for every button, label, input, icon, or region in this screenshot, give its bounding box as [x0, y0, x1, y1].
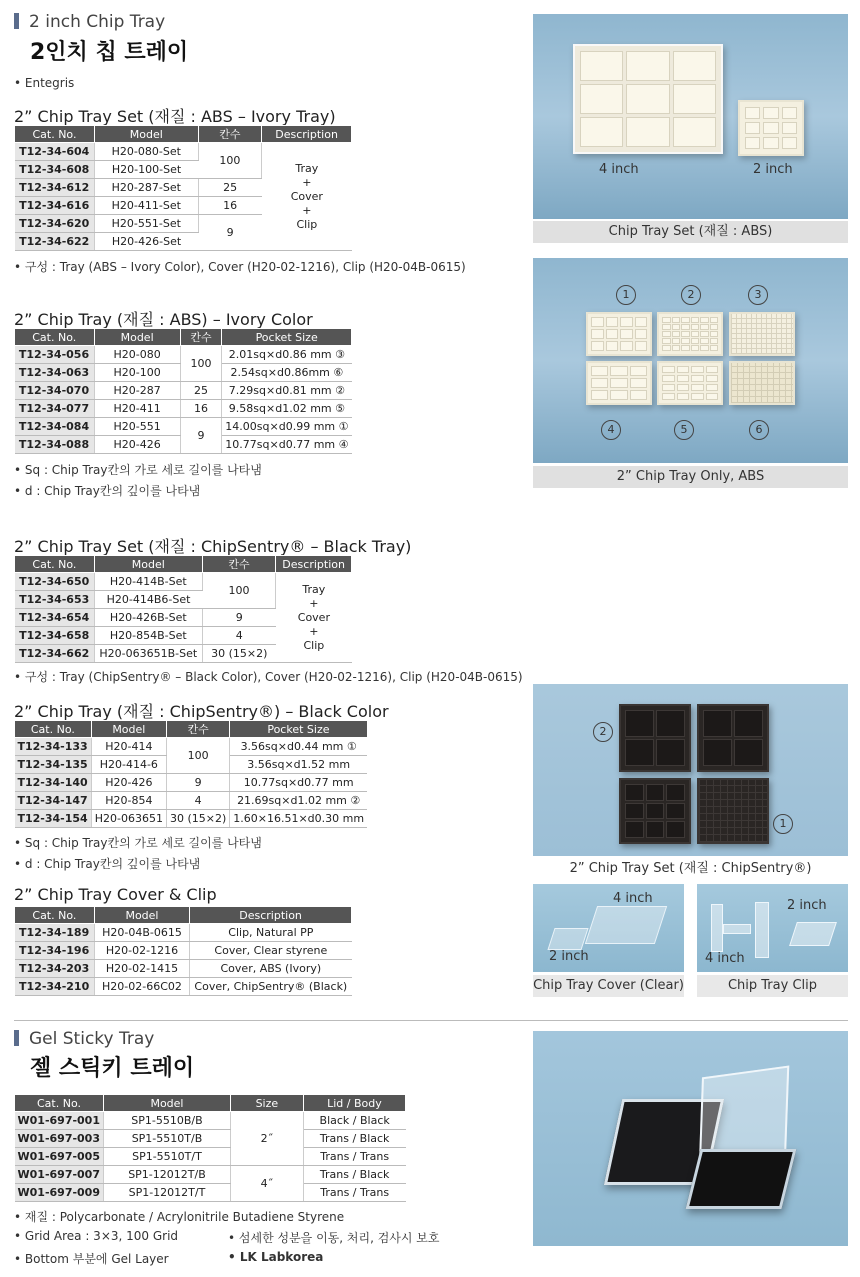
photo-abs-trays [533, 258, 848, 463]
label-2inch: 2 inch [549, 949, 589, 964]
model: H20-411-Set [94, 197, 198, 215]
pocket-size: 9.58sq×d1.02 mm ⑤ [222, 400, 352, 418]
model: H20-063651 [91, 810, 166, 828]
cat-no: T12-34-154 [15, 810, 92, 828]
clip-2inch [789, 922, 837, 946]
cat-no: T12-34-088 [15, 436, 95, 454]
sec3-title: 2” Chip Tray Set (재질 : ChipSentry® – Black Tray) [14, 537, 412, 556]
cat-no: T12-34-070 [15, 382, 95, 400]
black-tray [619, 704, 691, 772]
description: Tray + Cover + Clip [276, 573, 352, 663]
cat-no: T12-34-654 [15, 609, 95, 627]
pocket-count: 9 [166, 774, 229, 792]
pocket-size: 10.77sq×d0.77 mm ④ [222, 436, 352, 454]
table-header: Model [94, 329, 180, 346]
sec5-title: 2” Chip Tray Cover & Clip [14, 885, 217, 904]
table-header: Description [190, 907, 352, 924]
table-header: Model [94, 556, 202, 573]
gel-note-material: • 재질 : Polycarbonate / Acrylonitrile Butadiene Styrene [14, 1210, 345, 1224]
cat-no: T12-34-650 [15, 573, 95, 591]
pocket-count: 100 [180, 346, 222, 382]
size: 4˝ [230, 1166, 303, 1202]
label-4inch: 4 inch [705, 951, 745, 966]
photo-caption: 2” Chip Tray Set (재질 : ChipSentry®) [533, 858, 848, 880]
cat-no: W01-697-001 [15, 1112, 104, 1130]
section-divider [14, 1020, 848, 1021]
cat-no: T12-34-203 [15, 960, 95, 978]
cat-no: T12-34-084 [15, 418, 95, 436]
gel-table [14, 1094, 406, 1202]
pocket-size: 7.29sq×d0.81 mm ② [222, 382, 352, 400]
lid-body: Trans / Trans [303, 1184, 405, 1202]
table-header: Size [230, 1095, 303, 1112]
model: H20-414B-Set [94, 573, 202, 591]
model: H20-411 [94, 400, 180, 418]
black-tray [619, 778, 691, 844]
pocket-size: 14.00sq×d0.99 mm ① [222, 418, 352, 436]
sec2-title: 2” Chip Tray (재질 : ABS) – Ivory Color [14, 310, 313, 329]
sec2-note-sq: • Sq : Chip Tray칸의 가로 세로 길이를 나타냄 [14, 463, 262, 477]
table-header: Description [276, 556, 352, 573]
clip-arm [755, 902, 769, 958]
tray [657, 361, 723, 405]
number-badge: 5 [674, 420, 694, 440]
table-header: Model [91, 721, 166, 738]
table-header: Pocket Size [222, 329, 352, 346]
number-badge: 4 [601, 420, 621, 440]
model: H20-04B-0615 [94, 924, 189, 942]
tray [586, 361, 652, 405]
cat-no: T12-34-622 [15, 233, 95, 251]
pocket-size: 3.56sq×d0.44 mm ① [230, 738, 367, 756]
sec1-note: • 구성 : Tray (ABS – Ivory Color), Cover (H20-02-1216), Clip (H20-04B-0615) [14, 260, 466, 274]
table-header: 칸수 [202, 556, 276, 573]
cat-no: T12-34-608 [15, 161, 95, 179]
table-header: Lid / Body [303, 1095, 405, 1112]
model: H20-426 [91, 774, 166, 792]
black-tray [697, 704, 769, 772]
model: H20-080 [94, 346, 180, 364]
table-header: Pocket Size [230, 721, 367, 738]
pocket-count: 16 [180, 400, 222, 418]
pocket-count: 25 [180, 382, 222, 400]
model: H20-287 [94, 382, 180, 400]
pocket-size: 10.77sq×d0.77 mm [230, 774, 367, 792]
sec2-note-d: • d : Chip Tray칸의 깊이를 나타냄 [14, 484, 201, 498]
model: H20-287-Set [94, 179, 198, 197]
photo-chipsentry-trays [533, 684, 848, 856]
cat-no: T12-34-604 [15, 143, 95, 161]
pocket-size: 2.01sq×d0.86 mm ③ [222, 346, 352, 364]
description: Cover, Clear styrene [190, 942, 352, 960]
pocket-count: 100 [202, 573, 276, 609]
table-header: Cat. No. [15, 329, 95, 346]
clip-bridge [723, 924, 751, 934]
number-badge: 1 [616, 285, 636, 305]
cat-no: T12-34-147 [15, 792, 92, 810]
cat-no: T12-34-620 [15, 215, 95, 233]
lid-body: Black / Black [303, 1112, 405, 1130]
description: Cover, ChipSentry® (Black) [190, 978, 352, 996]
lid-body: Trans / Trans [303, 1148, 405, 1166]
gel-note-protect: • 섬세한 성분을 이동, 처리, 검사시 보호 [228, 1231, 440, 1245]
size: 2˝ [230, 1112, 303, 1166]
pocket-count: 9 [202, 609, 276, 627]
model: H20-854B-Set [94, 627, 202, 645]
pocket-size: 3.56sq×d1.52 mm [230, 756, 367, 774]
pocket-count: 100 [166, 738, 229, 774]
model: H20-063651B-Set [94, 645, 202, 663]
cat-no: T12-34-612 [15, 179, 95, 197]
table-header: Cat. No. [15, 907, 95, 924]
label-4inch: 4 inch [613, 891, 653, 906]
brand-label: • Entegris [14, 76, 75, 90]
lid-body: Trans / Black [303, 1166, 405, 1184]
sec3-note: • 구성 : Tray (ChipSentry® – Black Color), Cover (H20-02-1216), Clip (H20-04B-0615) [14, 670, 523, 684]
description: Tray + Cover + Clip [262, 143, 352, 251]
model: H20-080-Set [94, 143, 198, 161]
pocket-count: 100 [198, 143, 262, 179]
cat-no: T12-34-189 [15, 924, 95, 942]
label-2inch: 2 inch [787, 898, 827, 913]
photo-caption: 2” Chip Tray Only, ABS [533, 466, 848, 488]
pocket-count: 30 (15×2) [166, 810, 229, 828]
gel-title-en: Gel Sticky Tray [14, 1029, 154, 1049]
photo-caption: Chip Tray Cover (Clear) [533, 975, 684, 997]
model: H20-100 [94, 364, 180, 382]
model: H20-426B-Set [94, 609, 202, 627]
cat-no: T12-34-063 [15, 364, 95, 382]
pocket-count: 30 (15×2) [202, 645, 276, 663]
lid-body: Trans / Black [303, 1130, 405, 1148]
sec4-title: 2” Chip Tray (재질 : ChipSentry®) – Black Color [14, 702, 389, 721]
pocket-count: 25 [198, 179, 262, 197]
sec2-table [14, 328, 352, 454]
cat-no: T12-34-210 [15, 978, 95, 996]
label-2inch: 2 inch [753, 162, 793, 177]
table-header: 칸수 [198, 126, 262, 143]
photo-gel-sticky-tray [533, 1031, 848, 1246]
sec5-table [14, 906, 352, 996]
cat-no: W01-697-007 [15, 1166, 104, 1184]
description: Clip, Natural PP [190, 924, 352, 942]
table-header: Cat. No. [15, 556, 95, 573]
sec4-note-sq: • Sq : Chip Tray칸의 가로 세로 길이를 나타냄 [14, 836, 262, 850]
cover-2inch [547, 928, 588, 950]
cat-no: T12-34-077 [15, 400, 95, 418]
number-badge: 3 [748, 285, 768, 305]
black-tray [697, 778, 769, 844]
cat-no: T12-34-135 [15, 756, 92, 774]
cat-no: T12-34-056 [15, 346, 95, 364]
model: H20-551-Set [94, 215, 198, 233]
number-badge: 2 [593, 722, 613, 742]
photo-caption: Chip Tray Clip [697, 975, 848, 997]
gel-note-grid: • Grid Area : 3×3, 100 Grid [14, 1229, 179, 1243]
cat-no: T12-34-196 [15, 942, 95, 960]
model: H20-551 [94, 418, 180, 436]
cat-no: T12-34-133 [15, 738, 92, 756]
cat-no: T12-34-616 [15, 197, 95, 215]
table-header: Model [104, 1095, 231, 1112]
model: SP1-12012T/T [104, 1184, 231, 1202]
cat-no: T12-34-658 [15, 627, 95, 645]
tray-4inch [573, 44, 723, 154]
label-4inch: 4 inch [599, 162, 639, 177]
pocket-count: 9 [198, 215, 262, 251]
photo-caption: Chip Tray Set (재질 : ABS) [533, 221, 848, 243]
gel-title-ko: 젤 스틱키 트레이 [30, 1056, 195, 1081]
sec1-title: 2” Chip Tray Set (재질 : ABS – Ivory Tray) [14, 107, 336, 126]
section-title-ko: 2인치 칩 트레이 [30, 40, 189, 65]
sec1-table [14, 125, 352, 251]
table-header: Description [262, 126, 352, 143]
description: Cover, ABS (Ivory) [190, 960, 352, 978]
table-header: Model [94, 907, 189, 924]
table-header: Model [94, 126, 198, 143]
model: H20-100-Set [94, 161, 198, 179]
tray [586, 312, 652, 356]
number-badge: 6 [749, 420, 769, 440]
table-header: Cat. No. [15, 721, 92, 738]
sec3-table [14, 555, 352, 663]
model: H20-414-6 [91, 756, 166, 774]
model: SP1-5510T/T [104, 1148, 231, 1166]
gel-tray-body [686, 1149, 797, 1209]
model: SP1-5510B/B [104, 1112, 231, 1130]
model: H20-02-1216 [94, 942, 189, 960]
cat-no: W01-697-005 [15, 1148, 104, 1166]
model: SP1-12012T/B [104, 1166, 231, 1184]
cat-no: T12-34-662 [15, 645, 95, 663]
cat-no: T12-34-140 [15, 774, 92, 792]
model: H20-414 [91, 738, 166, 756]
table-header: 칸수 [180, 329, 222, 346]
table-header: 칸수 [166, 721, 229, 738]
model: H20-426-Set [94, 233, 198, 251]
sec4-table [14, 720, 368, 828]
section-title-en: 2 inch Chip Tray [14, 12, 165, 32]
cat-no: W01-697-009 [15, 1184, 104, 1202]
number-badge: 2 [681, 285, 701, 305]
gel-note-bottom: • Bottom 부분에 Gel Layer [14, 1252, 169, 1266]
sec4-note-d: • d : Chip Tray칸의 깊이를 나타냄 [14, 857, 201, 871]
number-badge: 1 [773, 814, 793, 834]
tray [729, 361, 795, 405]
clip-4inch [711, 904, 723, 952]
model: H20-414B6-Set [94, 591, 202, 609]
model: H20-854 [91, 792, 166, 810]
gel-note-brand: • LK Labkorea [228, 1250, 324, 1264]
model: H20-426 [94, 436, 180, 454]
pocket-count: 9 [180, 418, 222, 454]
model: SP1-5510T/B [104, 1130, 231, 1148]
tray [729, 312, 795, 356]
pocket-size: 21.69sq×d1.02 mm ② [230, 792, 367, 810]
pocket-size: 1.60×16.51×d0.30 mm [230, 810, 367, 828]
photo-abs-tray-set [533, 14, 848, 219]
table-header: Cat. No. [15, 1095, 104, 1112]
pocket-count: 16 [198, 197, 262, 215]
pocket-count: 4 [202, 627, 276, 645]
photo-clip [697, 884, 848, 972]
photo-cover-clear [533, 884, 684, 972]
pocket-count: 4 [166, 792, 229, 810]
tray-2inch [738, 100, 804, 156]
table-header: Cat. No. [15, 126, 95, 143]
model: H20-02-1415 [94, 960, 189, 978]
cover-4inch [585, 906, 667, 944]
model: H20-02-66C02 [94, 978, 189, 996]
cat-no: T12-34-653 [15, 591, 95, 609]
tray [657, 312, 723, 356]
pocket-size: 2.54sq×d0.86mm ⑥ [222, 364, 352, 382]
cat-no: W01-697-003 [15, 1130, 104, 1148]
